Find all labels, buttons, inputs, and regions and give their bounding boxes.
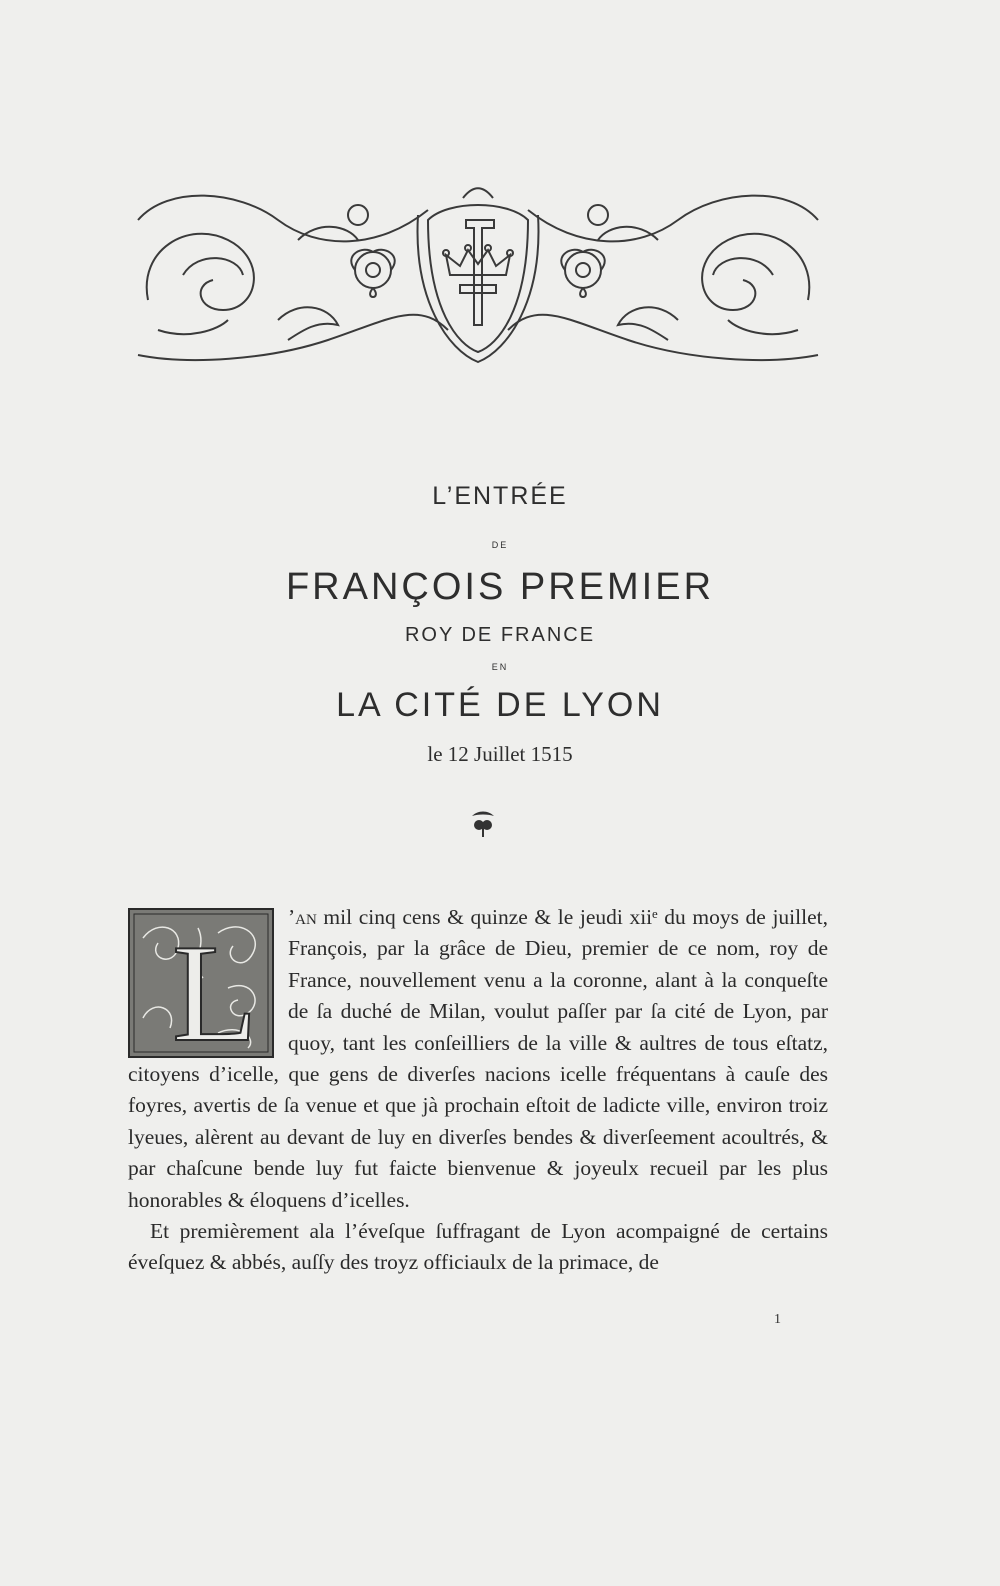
paragraph-2: Et premièrement ala l’éveſque ſuffragant de Lyon acompaigné de certains éveſquez & abbés, auſſy des troyz officiaulx de la primace, de xyxy=(128,1219,828,1275)
title-date: le 12 Juillet 1515 xyxy=(427,742,573,766)
page-number: 1 xyxy=(774,1312,781,1327)
ornamental-headpiece xyxy=(128,180,828,370)
title-line-entree: L’ENTRÉE xyxy=(432,482,568,510)
body-text xyxy=(128,902,828,1279)
fleuron-icon xyxy=(470,808,496,838)
drop-cap-L xyxy=(128,908,274,1058)
title-line-de: DE xyxy=(491,540,509,550)
title-line-francois: FRANÇOIS PREMIER xyxy=(285,566,715,608)
title-line-en: EN xyxy=(491,662,509,672)
title-line-roy: ROY DE FRANCE xyxy=(404,624,596,646)
drop-cap-letter: L xyxy=(172,916,258,1058)
paragraph-1 xyxy=(128,902,828,1216)
title-line-lyon: LA CITÉ DE LYON xyxy=(336,686,664,724)
paragraph-1-text: mil cinq cens & quinze & le jeudi xiiᵉ du moys de juillet, François, par la grâce de Dieu, premier de ce nom, roy de France, nouvellement venu a la coronne, alant à la conqueſte de ſa duché de Milan, voulut paſſer par ſa cité de Lyon, par quoy, tant les conſeilliers de la ville & aultres de tous eſtatz, citoyens d’icelle, que gens de diverſes nacions icelle fréquentans à cauſe des foyres, avertis de ſa venue et que jà prochain eſtoit de ladicte ville, environ troiz lyeues, alèrent au devant de luy en diverſes bendes & diverſeement acoultrés, & par chaſcune bende luy fut faicte bienvenue & joyeulx recueil par les plus honorables & éloquens d’icelles. xyxy=(128,905,828,1212)
paragraph-1-lead: ’an xyxy=(288,905,317,929)
